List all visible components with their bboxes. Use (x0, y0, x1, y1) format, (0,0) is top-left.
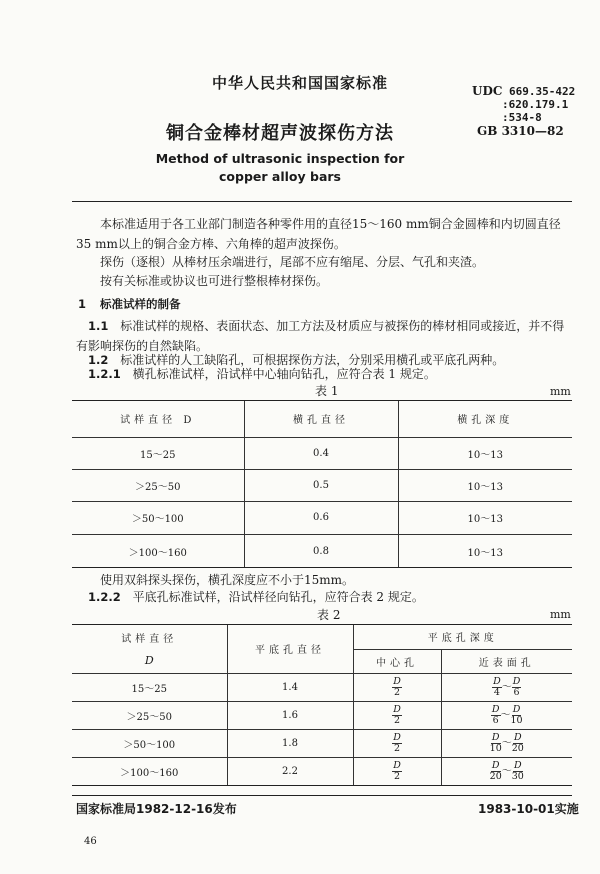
table-cell: 0.8 (244, 534, 398, 568)
table-cell (353, 701, 441, 729)
table-cell: ＞25～50 (72, 701, 227, 729)
fraction-numerator: D (393, 703, 401, 715)
table-2-header-row-1 (72, 625, 572, 649)
fraction (490, 733, 502, 754)
table-1-bottom-rule (72, 567, 572, 568)
fraction-numerator: D (493, 675, 501, 687)
document-title-en (0, 150, 560, 186)
udc-label: UDC (472, 84, 503, 98)
national-standard-heading: 中华人民共和国国家标准 (211, 74, 388, 92)
table-cell (441, 673, 572, 701)
fraction (491, 705, 501, 726)
clause-1-2-text: 标准试样的人工缺陷孔，可根据探伤方法，分别采用横孔或平底孔两种。 (120, 353, 505, 367)
table-cell: 0.5 (244, 469, 398, 501)
table-row (72, 437, 572, 469)
table-2-header-diameter-line-2: D (72, 649, 227, 673)
range-separator: ～ (501, 737, 512, 749)
fraction-denominator: 30 (511, 770, 524, 782)
table-cell: ＞100～160 (120, 767, 179, 779)
table-2-header-diameter-line-1: 试样直径 (121, 633, 178, 645)
table-cell: 15～25 (72, 673, 227, 701)
clause-1-1-text: 标准试样的规格、表面状态、加工方法及材质应与被探伤的棒材相同或接近，并不得有影响探伤的自然缺陷。 (76, 319, 565, 353)
intro-paragraph-2: 探伤（逐根）从棒材压余端进行，尾部不应有缩尾、分层、气孔和夹渣。 (100, 255, 485, 269)
table-1-header-diameter: 试样直径 D (72, 401, 244, 437)
table-cell: ＞25～50 (72, 469, 244, 501)
table-row (72, 729, 572, 757)
udc-line-2: :620.179.1 (502, 98, 569, 111)
fraction-numerator: D (513, 731, 522, 743)
table-cell: ＞100～160 (128, 547, 187, 559)
table-2-header-center-hole: 中心孔 (353, 649, 441, 673)
fraction (512, 733, 524, 754)
fraction-denominator: 10 (510, 714, 523, 726)
table-cell (353, 673, 441, 701)
after-table-1-text: 使用双斜探头探伤，横孔深度应不小于15mm。 (100, 573, 355, 587)
clause-1-2-number: 1.2 (88, 353, 109, 367)
section-1-title: 标准试样的制备 (100, 297, 181, 311)
table-row (72, 673, 572, 701)
fraction (392, 761, 402, 782)
table-cell: ＞50～100 (72, 729, 227, 757)
table-cell: 0.4 (244, 437, 398, 469)
table-cell: 15～25 (72, 437, 244, 469)
table-row (72, 701, 572, 729)
udc-line-3: :534-8 (502, 111, 542, 124)
table-cell: 1.6 (227, 701, 353, 729)
range-separator: ～ (501, 765, 512, 777)
footer-rule (72, 795, 572, 796)
table-2-bottom-rule (72, 785, 572, 786)
table-1-unit: mm (550, 385, 571, 398)
effective-date: 1983-10-01实施 (478, 802, 579, 816)
table-cell: 10～13 (398, 437, 572, 469)
fraction-numerator: D (513, 759, 522, 771)
fraction (511, 705, 523, 726)
table-cell (441, 701, 572, 729)
udc-line-1: 669.35-422 (509, 85, 576, 98)
table-row (72, 501, 572, 534)
table-1-header-hole-diameter: 横孔直径 (244, 401, 398, 437)
fraction-numerator: D (393, 759, 401, 771)
fraction-denominator: 2 (393, 714, 401, 726)
fraction (512, 761, 524, 782)
fraction-numerator: D (512, 675, 521, 687)
table-1-caption: 表 1 (315, 384, 339, 398)
table-cell: 1.8 (227, 729, 353, 757)
range-separator: ～ (501, 681, 512, 693)
table-2-header-hole-depth: 平底孔深度 (353, 625, 572, 649)
fraction (392, 733, 402, 754)
table-cell: 2.2 (227, 757, 353, 785)
gb-number: GB 3310—82 (477, 124, 564, 138)
fraction (490, 761, 502, 782)
section-1-heading (78, 296, 181, 312)
table-row (72, 757, 572, 785)
fraction-numerator: D (393, 731, 401, 743)
clause-1-2-2-number: 1.2.2 (88, 590, 121, 604)
issued-date: 国家标准局1982-12-16发布 (76, 802, 237, 816)
table-cell (353, 729, 441, 757)
fraction-numerator: D (491, 703, 500, 715)
table-row (72, 469, 572, 501)
table-1-header-row (72, 401, 572, 437)
fraction-denominator: 20 (511, 742, 524, 754)
table-2-unit: mm (550, 608, 571, 621)
fraction-numerator: D (491, 731, 500, 743)
fraction-denominator: 6 (492, 714, 499, 726)
table-cell: 10～13 (398, 469, 572, 501)
table-cell: 10～13 (398, 501, 572, 534)
table-1-header-hole-depth: 横孔深度 (398, 401, 572, 437)
table-cell (441, 757, 572, 785)
clause-1-2-2-text: 平底孔标准试样，沿试样径向钻孔，应符合表 2 规定。 (132, 590, 424, 604)
table-cell (353, 757, 441, 785)
clause-1-2-1-text: 横孔标准试样，沿试样中心轴向钻孔，应符合表 1 规定。 (132, 367, 436, 381)
document-title-cn: 铜合金棒材超声波探伤方法 (166, 123, 394, 144)
fraction-denominator: 2 (393, 686, 401, 698)
fraction-denominator: 6 (513, 686, 520, 698)
table-1 (72, 401, 572, 568)
clause-1-2-2 (76, 587, 576, 607)
fraction (492, 677, 502, 698)
fraction-numerator: D (491, 759, 500, 771)
fraction-denominator: 2 (393, 770, 401, 782)
intro-paragraph-1: 本标准适用于各工业部门制造各种零件用的直径15～160 mm铜合金圆棒和内切圆直径35 mm以上的铜合金方棒、六角棒的超声波探伤。 (76, 217, 561, 251)
table-2-header-hole-diameter: 平底孔直径 (227, 625, 353, 673)
clause-1-1-number: 1.1 (88, 319, 109, 333)
table-2-header-near-surface-hole: 近表面孔 (441, 649, 572, 673)
table-2-caption: 表 2 (317, 608, 341, 622)
table-cell: ＞50～100 (72, 501, 244, 534)
title-en-line-1: Method of ultrasonic inspection for (155, 151, 405, 166)
fraction-denominator: 2 (393, 742, 401, 754)
table-cell: 10～13 (398, 534, 572, 568)
range-separator: ～ (500, 709, 511, 721)
section-1-number: 1 (78, 297, 87, 311)
table-cell: 1.4 (227, 673, 353, 701)
header-rule (72, 201, 572, 202)
fraction (392, 677, 402, 698)
intro-paragraph-3: 按有关标准或协议也可进行整根棒材探伤。 (100, 274, 329, 288)
fraction-numerator: D (512, 703, 521, 715)
title-en-line-2: copper alloy bars (219, 169, 341, 184)
fraction-numerator: D (393, 675, 401, 687)
table-cell: 0.6 (244, 501, 398, 534)
fraction (512, 677, 522, 698)
fraction (392, 705, 402, 726)
table-row (72, 534, 572, 568)
table-cell (441, 729, 572, 757)
fraction-denominator: 20 (489, 770, 502, 782)
clause-1-2-1-number: 1.2.1 (88, 367, 121, 381)
fraction-denominator: 4 (493, 686, 500, 698)
table-2 (72, 625, 572, 785)
page-number: 46 (84, 836, 97, 847)
fraction-denominator: 10 (489, 742, 502, 754)
clause-1-2-1 (76, 364, 576, 384)
